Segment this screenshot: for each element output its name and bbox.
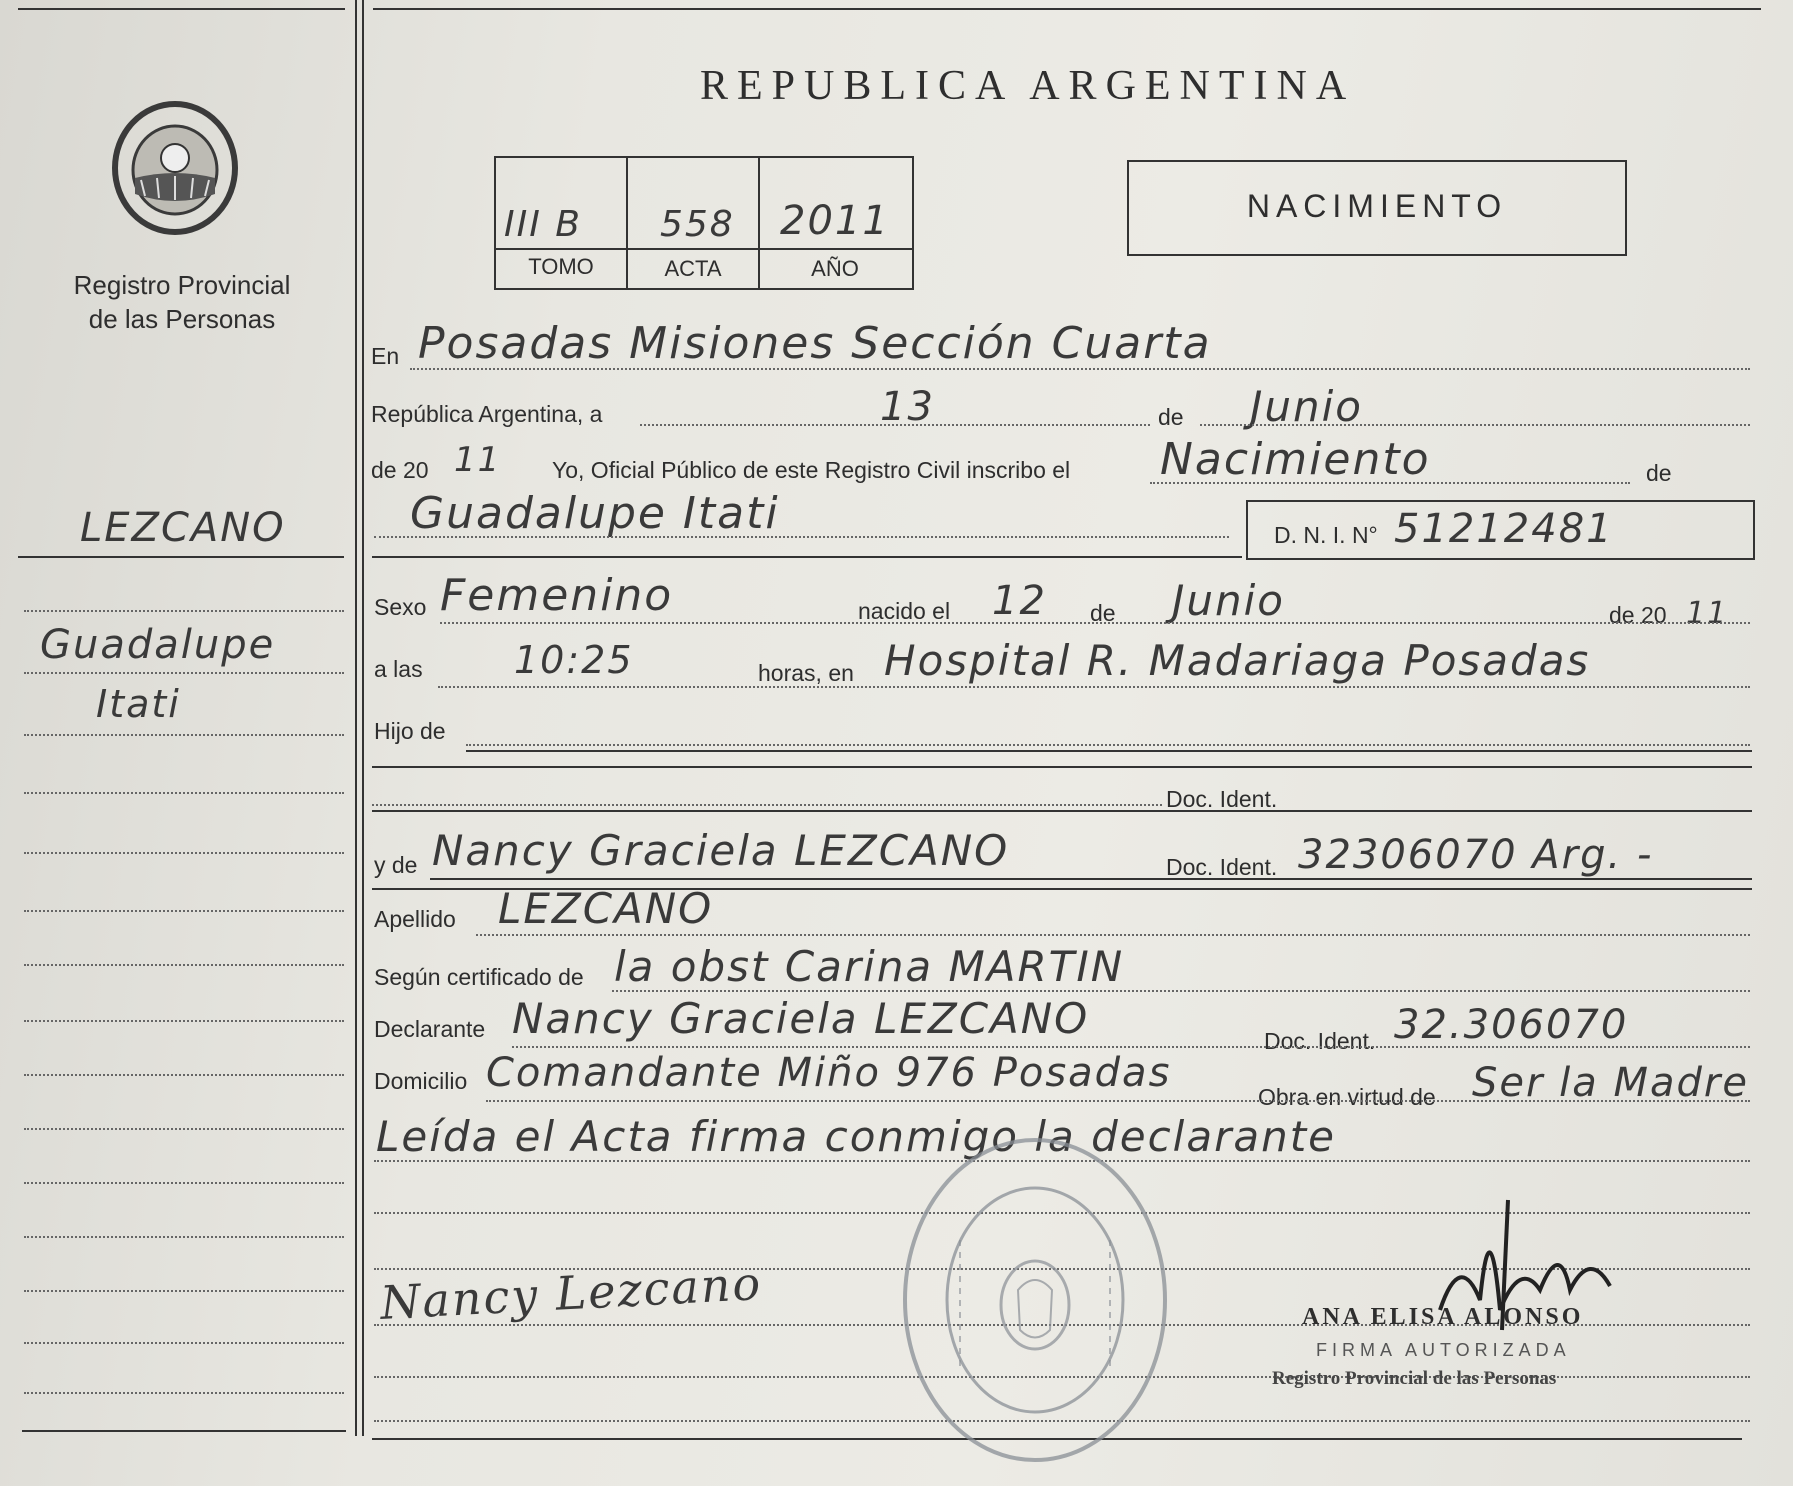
rule xyxy=(430,878,1752,880)
dots xyxy=(1150,482,1630,484)
label-y-de: y de xyxy=(374,852,418,878)
section-rule xyxy=(372,556,1242,558)
margin-dots xyxy=(24,1182,344,1184)
field-lugar-nac: Hospital R. Madariaga Posadas xyxy=(884,636,1591,685)
field-anio-suffix: 11 xyxy=(454,440,502,480)
margin-dots xyxy=(24,1290,344,1292)
label-obra: Obra en virtud de xyxy=(1258,1084,1436,1110)
acta-label: ACTA xyxy=(664,256,722,281)
officer-registry: Registro Provincial de las Personas xyxy=(1272,1368,1557,1389)
tomo-label: TOMO xyxy=(528,254,594,279)
column-divider-2 xyxy=(362,0,364,1436)
rule xyxy=(372,766,1752,768)
acta-value: 558 xyxy=(660,204,735,245)
margin-dots xyxy=(24,1020,344,1022)
field-hora: 10:25 xyxy=(514,638,634,682)
dots xyxy=(440,622,1750,624)
label-domicilio: Domicilio xyxy=(374,1068,468,1094)
dots xyxy=(438,686,1750,688)
field-nacido-mes: Junio xyxy=(1172,576,1285,625)
field-nacido-anio: 11 xyxy=(1686,596,1729,631)
dots xyxy=(466,744,1750,746)
field-dia: 13 xyxy=(880,384,935,430)
margin-dots xyxy=(24,734,344,736)
field-mes: Junio xyxy=(1250,382,1363,431)
officer-title: FIRMA AUTORIZADA xyxy=(1316,1340,1571,1360)
label-de: de xyxy=(1158,404,1184,430)
label-segun: Según certificado de xyxy=(374,964,584,990)
registry-line1: Registro Provincial xyxy=(73,270,291,300)
dots xyxy=(410,368,1750,370)
label-sexo: Sexo xyxy=(374,594,427,620)
label-doc-ident-1: Doc. Ident. xyxy=(1166,786,1278,812)
margin-dots xyxy=(24,964,344,966)
label-dni: D. N. I. N° xyxy=(1274,522,1378,548)
column-divider-1 xyxy=(355,0,357,1436)
margin-dots xyxy=(24,792,344,794)
field-acto: Nacimiento xyxy=(1160,434,1431,485)
dots xyxy=(372,804,1162,806)
label-en: En xyxy=(371,343,400,369)
margin-dots xyxy=(24,672,344,674)
officer-name: ANA ELISA ALONSO xyxy=(1302,1304,1584,1330)
dots xyxy=(640,424,1150,426)
label-republica: República Argentina, a xyxy=(371,401,603,427)
dots xyxy=(612,990,1750,992)
dots xyxy=(476,934,1750,936)
field-nacido-dia: 12 xyxy=(992,578,1047,624)
dots xyxy=(374,536,1229,538)
dots xyxy=(1200,424,1750,426)
rule xyxy=(372,810,1752,812)
field-dni: 51212481 xyxy=(1394,506,1614,552)
top-rule-right xyxy=(373,8,1761,10)
anio-value: 2011 xyxy=(780,198,890,244)
anio-label: AÑO xyxy=(811,256,859,281)
official-stamp-icon xyxy=(890,1130,1180,1470)
label-de20-2: de 20 xyxy=(1609,602,1667,628)
provincial-seal-icon xyxy=(105,98,245,238)
field-madre-doc: 32306070 Arg. - xyxy=(1298,832,1654,878)
margin-rule-1 xyxy=(18,556,344,558)
top-rule-left xyxy=(18,8,345,10)
label-a-las: a las xyxy=(374,656,423,682)
label-apellido: Apellido xyxy=(374,906,456,932)
label-de20: de 20 xyxy=(371,457,429,483)
field-madre: Nancy Graciela LEZCANO xyxy=(432,826,1010,875)
label-doc-ident-3: Doc. Ident. xyxy=(1264,1028,1376,1054)
field-nota: Leída el Acta firma conmigo la declarante xyxy=(376,1112,1337,1161)
field-lugar: Posadas Misiones Sección Cuarta xyxy=(418,318,1212,369)
tomo-value: III B xyxy=(504,204,582,245)
margin-surname: LEZCANO xyxy=(80,505,286,551)
declarant-signature: Nancy Lezcano xyxy=(378,1256,764,1330)
country-title: REPUBLICA ARGENTINA xyxy=(700,63,1356,109)
label-declarante: Declarante xyxy=(374,1016,486,1042)
margin-dots xyxy=(24,1342,344,1344)
field-nombre: Guadalupe Itati xyxy=(410,488,780,539)
field-certificado: la obst Carina MARTIN xyxy=(614,942,1125,991)
label-de-3: de xyxy=(1090,600,1116,626)
registry-line2: de las Personas xyxy=(88,304,276,334)
field-apellido: LEZCANO xyxy=(498,884,714,933)
field-sexo: Femenino xyxy=(440,570,674,621)
margin-dots xyxy=(24,610,344,612)
field-declarante-doc: 32.306070 xyxy=(1394,1002,1629,1048)
margin-dots xyxy=(24,1236,344,1238)
bottom-rule-left xyxy=(22,1430,346,1432)
margin-dots xyxy=(24,1074,344,1076)
field-declarante: Nancy Graciela LEZCANO xyxy=(512,994,1090,1043)
field-obra: Ser la Madre xyxy=(1472,1060,1749,1106)
margin-dots xyxy=(24,910,344,912)
margin-name2: Itati xyxy=(96,682,181,726)
margin-dots xyxy=(24,1128,344,1130)
label-hijo-de: Hijo de xyxy=(374,718,446,744)
label-de-2: de xyxy=(1646,460,1672,486)
registry-title xyxy=(22,268,342,336)
act-type: NACIMIENTO xyxy=(1246,188,1508,224)
margin-name1: Guadalupe xyxy=(40,622,276,668)
rule xyxy=(466,750,1752,752)
margin-dots xyxy=(24,852,344,854)
dots xyxy=(486,1100,1750,1102)
label-yo-oficial: Yo, Oficial Público de este Registro Civil inscribo el xyxy=(552,457,1071,483)
field-domicilio: Comandante Miño 976 Posadas xyxy=(486,1050,1172,1096)
label-nacido-el: nacido el xyxy=(858,598,951,624)
label-horas-en: horas, en xyxy=(758,660,854,686)
label-doc-ident-2: Doc. Ident. xyxy=(1166,854,1278,880)
record-box-rule xyxy=(494,248,912,250)
dots xyxy=(512,1046,1750,1048)
margin-dots xyxy=(24,1392,344,1394)
